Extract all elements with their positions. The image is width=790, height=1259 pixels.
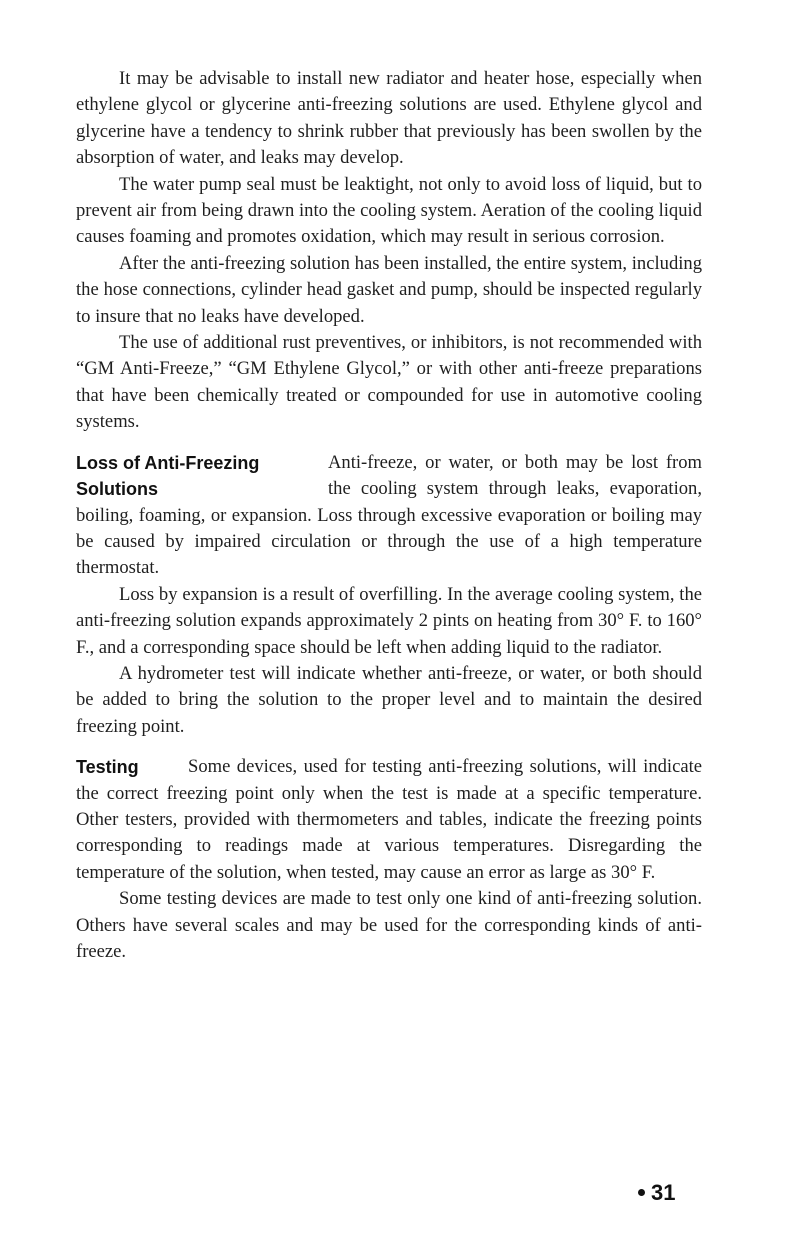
loss-heading-line-2: Solutions	[76, 479, 158, 500]
loss-paragraph-1: Anti-freeze, or water, or both may be lost from the cooling system through leaks, evaporation, boiling, foaming, or expansion. Loss through excessive evaporation or boiling may be caused by impaired circulation or through the use of a high temperature thermostat.	[76, 451, 702, 579]
loss-section	[76, 450, 702, 740]
section-spacer	[76, 436, 702, 450]
loss-heading-line-1: Loss of Anti-Freezing	[76, 452, 260, 473]
testing-section-heading: Testing	[76, 757, 139, 778]
intro-paragraph-3: After the anti-freezing solution has been installed, the entire system, including the hose connections, cylinder head gasket and pump, should be inspected regularly to insure that no leaks have developed.	[76, 252, 702, 327]
testing-paragraph-2: Some testing devices are made to test only one kind of anti-freezing solution. Others have several scales and may be used for the corresponding kinds of anti-freeze.	[76, 888, 702, 962]
page-number-text: 31	[651, 1180, 676, 1205]
testing-section	[76, 754, 702, 965]
page-body	[76, 66, 702, 965]
page-number	[638, 1180, 675, 1206]
bullet-icon	[638, 1189, 645, 1196]
intro-paragraph-2: The water pump seal must be leaktight, not only to avoid loss of liquid, but to prevent air from being drawn into the cooling system. Aeration of the cooling liquid causes foaming and promotes oxidation, which may result in serious corrosion.	[76, 173, 702, 248]
loss-paragraph-2: Loss by expansion is a result of overfilling. In the average cooling system, the anti-freezing solution expands approximately 2 pints on heating from 30° F. to 160° F., and a corresponding space should be left when adding liquid to the radiator.	[76, 583, 702, 658]
section-spacer	[76, 740, 702, 754]
loss-paragraph-3: A hydrometer test will indicate whether anti-freeze, or water, or both should be added to bring the solution to the proper level and to maintain the desired freezing point.	[76, 662, 702, 737]
intro-section	[76, 66, 702, 436]
loss-section-heading	[76, 450, 328, 503]
intro-paragraph-4: The use of additional rust preventives, or inhibitors, is not recommended with “GM Anti-Freeze,” “GM Ethylene Glycol,” or with other anti-freeze preparations that have been chemically treated or compounded for use in automotive cooling systems.	[76, 332, 702, 433]
testing-paragraph-1: Some devices, used for testing anti-freezing solutions, will indicate the correct freezing point only when the test is made at a specific temperature. Other testers, provided with thermometers and tables, indicate the freezing points corresponding to readings made at various temperatures. Disregarding the temperature of the solution, when tested, may cause an error as large as 30° F.	[76, 756, 702, 883]
intro-paragraph-1: It may be advisable to install new radiator and heater hose, especially when ethylene glycol or glycerine anti-freezing solutions are used. Ethylene glycol and glycerine have a tendency to shrink rubber that previously has been swollen by the absorption of water, and leaks may develop.	[76, 68, 702, 169]
